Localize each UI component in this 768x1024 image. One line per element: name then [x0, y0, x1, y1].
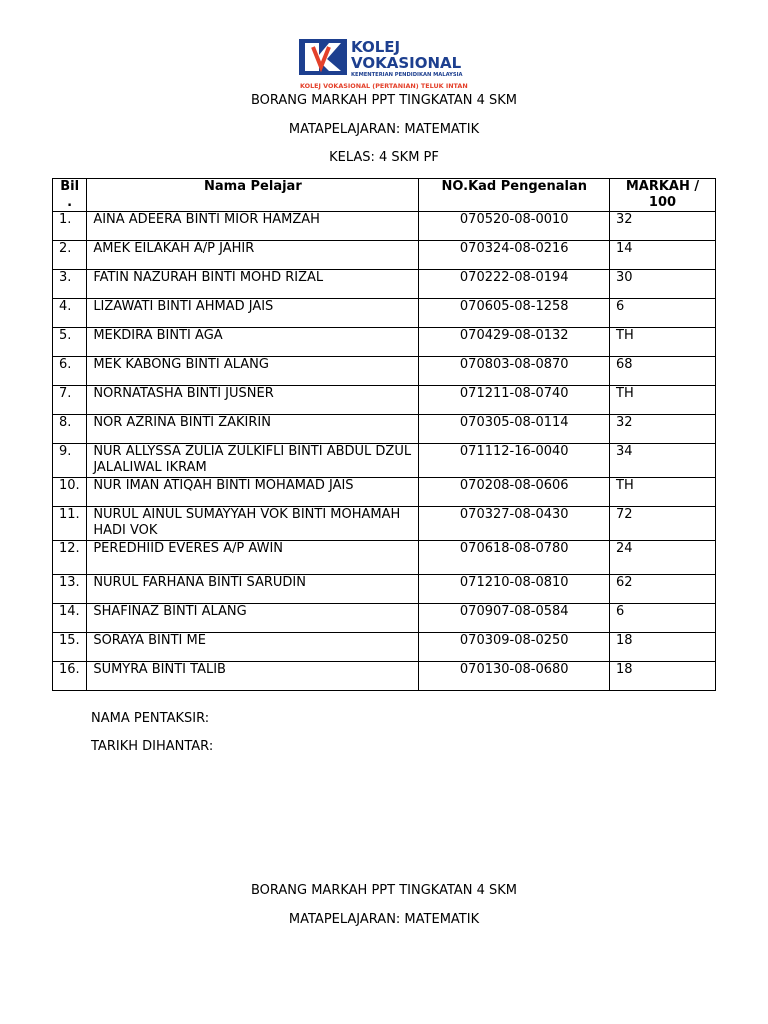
table-row [53, 415, 716, 444]
student-name: MEK KABONG BINTI ALANG [87, 357, 419, 386]
col-header-name: Nama Pelajar [87, 179, 419, 212]
row-number: 1. [53, 212, 87, 241]
student-name: MEKDIRA BINTI AGA [87, 328, 419, 357]
table-row [53, 357, 716, 386]
ic-number: 070309-08-0250 [419, 633, 610, 662]
student-name: NUR ALLYSSA ZULIA ZULKIFLI BINTI ABDUL DZUL JALALIWAL IKRAM [87, 444, 419, 478]
ic-number: 070222-08-0194 [419, 270, 610, 299]
row-number: 16. [53, 662, 87, 691]
table-row [53, 604, 716, 633]
table-row [53, 212, 716, 241]
mark-value: 32 [610, 212, 716, 241]
subject-line: MATAPELAJARAN: MATEMATIK [288, 122, 480, 137]
table-row [53, 507, 716, 541]
ic-number: 071211-08-0740 [419, 386, 610, 415]
class-line: KELAS: 4 SKM PF [329, 150, 439, 165]
student-name: LIZAWATI BINTI AHMAD JAIS [87, 299, 419, 328]
mark-value: 24 [610, 541, 716, 575]
ic-number: 070327-08-0430 [419, 507, 610, 541]
student-name: NURUL AINUL SUMAYYAH VOK BINTI MOHAMAH HADI VOK [87, 507, 419, 541]
mark-value: 34 [610, 444, 716, 478]
table-row [53, 444, 716, 478]
table-row [53, 541, 716, 575]
table-row [53, 328, 716, 357]
form-title: BORANG MARKAH PPT TINGKATAN 4 SKM [250, 93, 518, 108]
table-row [53, 633, 716, 662]
col-header-mark: MARKAH / 100 [610, 179, 716, 212]
row-number: 5. [53, 328, 87, 357]
student-name: NOR AZRINA BINTI ZAKIRIN [87, 415, 419, 444]
table-row [53, 575, 716, 604]
ic-number: 070324-08-0216 [419, 241, 610, 270]
mark-value: 18 [610, 662, 716, 691]
ic-number: 070520-08-0010 [419, 212, 610, 241]
table-row [53, 270, 716, 299]
ic-number: 070605-08-1258 [419, 299, 610, 328]
student-name: SHAFINAZ BINTI ALANG [87, 604, 419, 633]
mark-value: 30 [610, 270, 716, 299]
table-row [53, 478, 716, 507]
row-number: 7. [53, 386, 87, 415]
table-row [53, 662, 716, 691]
row-number: 8. [53, 415, 87, 444]
row-number: 14. [53, 604, 87, 633]
mark-value: 72 [610, 507, 716, 541]
row-number: 11. [53, 507, 87, 541]
ic-number: 070429-08-0132 [419, 328, 610, 357]
table-row [53, 386, 716, 415]
student-name: AMEK EILAKAH A/P JAHIR [87, 241, 419, 270]
student-name: SORAYA BINTI ME [87, 633, 419, 662]
row-number: 10. [53, 478, 87, 507]
student-name: SUMYRA BINTI TALIB [87, 662, 419, 691]
mark-value: TH [610, 386, 716, 415]
mark-value: 6 [610, 299, 716, 328]
marks-table [52, 178, 716, 691]
kv-logo-svg [299, 37, 475, 91]
student-name: NUR IMAN ATIQAH BINTI MOHAMAD JAIS [87, 478, 419, 507]
ic-number: 070907-08-0584 [419, 604, 610, 633]
row-number: 15. [53, 633, 87, 662]
next-page-form-title: BORANG MARKAH PPT TINGKATAN 4 SKM [250, 883, 518, 898]
row-number: 12. [53, 541, 87, 575]
next-page-subject-line: MATAPELAJARAN: MATEMATIK [288, 912, 480, 927]
table-row [53, 299, 716, 328]
row-number: 3. [53, 270, 87, 299]
row-number: 9. [53, 444, 87, 478]
row-number: 2. [53, 241, 87, 270]
col-header-bil: Bil . [53, 179, 87, 212]
mark-value: 18 [610, 633, 716, 662]
ic-number: 070130-08-0680 [419, 662, 610, 691]
col-header-ic: NO.Kad Pengenalan [419, 179, 610, 212]
kolej-vokasional-logo [299, 37, 475, 91]
mark-value: 62 [610, 575, 716, 604]
mark-value: 68 [610, 357, 716, 386]
date-sent-label: TARIKH DIHANTAR: [91, 739, 214, 754]
student-name: AINA ADEERA BINTI MIOR HAMZAH [87, 212, 419, 241]
logo-title-line2: VOKASIONAL [351, 54, 462, 72]
mark-value: 32 [610, 415, 716, 444]
student-name: FATIN NAZURAH BINTI MOHD RIZAL [87, 270, 419, 299]
ic-number: 070803-08-0870 [419, 357, 610, 386]
row-number: 4. [53, 299, 87, 328]
student-name: NORNATASHA BINTI JUSNER [87, 386, 419, 415]
mark-value: 14 [610, 241, 716, 270]
student-name: NURUL FARHANA BINTI SARUDIN [87, 575, 419, 604]
logo-campus: KOLEJ VOKASIONAL (PERTANIAN) TELUK INTAN [300, 82, 468, 90]
ic-number: 071210-08-0810 [419, 575, 610, 604]
assessor-name-label: NAMA PENTAKSIR: [91, 711, 210, 726]
ic-number: 070305-08-0114 [419, 415, 610, 444]
mark-value: 6 [610, 604, 716, 633]
mark-value: TH [610, 478, 716, 507]
row-number: 6. [53, 357, 87, 386]
row-number: 13. [53, 575, 87, 604]
student-name: PEREDHIID EVERES A/P AWIN [87, 541, 419, 575]
logo-title-line1: KOLEJ [351, 38, 401, 56]
table-header-row [53, 179, 716, 212]
logo-ministry: KEMENTERIAN PENDIDIKAN MALAYSIA [351, 72, 463, 78]
mark-value: TH [610, 328, 716, 357]
ic-number: 071112-16-0040 [419, 444, 610, 478]
ic-number: 070208-08-0606 [419, 478, 610, 507]
table-row [53, 241, 716, 270]
ic-number: 070618-08-0780 [419, 541, 610, 575]
